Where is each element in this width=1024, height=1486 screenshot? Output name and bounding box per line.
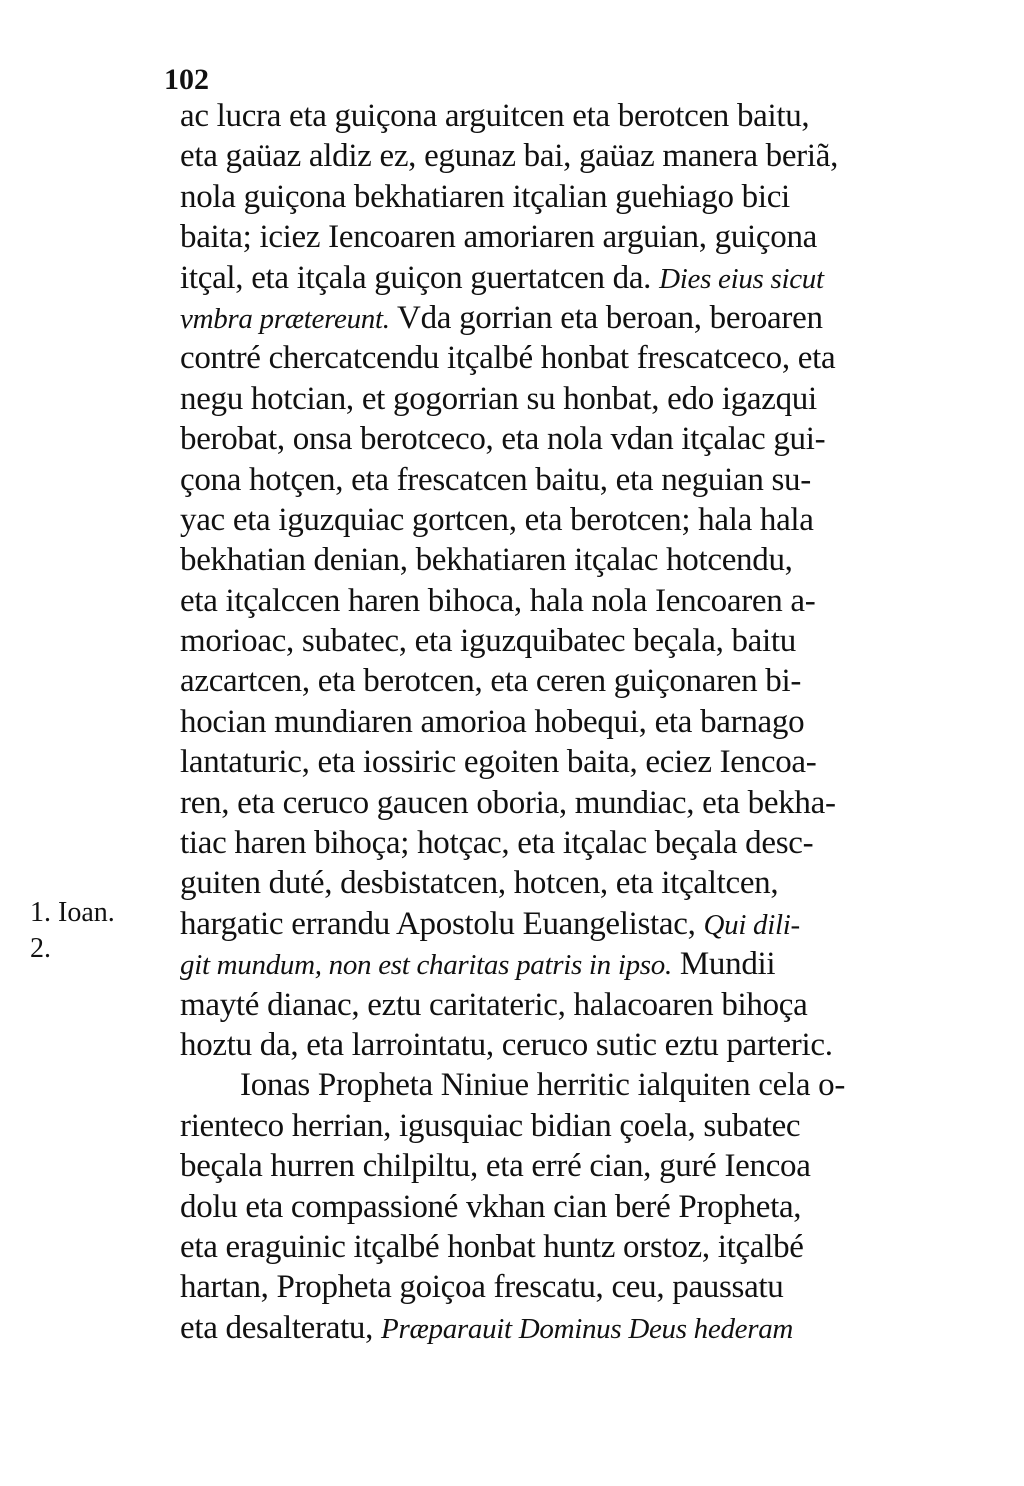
text-line [180, 783, 920, 823]
text-line [180, 500, 920, 540]
text-line-content: Ionas Propheta Niniue herritic ialquiten cela o- [240, 1067, 846, 1104]
text-line [180, 338, 920, 378]
text-line-content: çona hotçen, eta frescatcen baitu, eta neguian su- [180, 461, 811, 498]
text-line [180, 1227, 920, 1267]
text-line-content: rienteco herrian, igusquiac bidian çoela, subatec [180, 1107, 801, 1144]
text-line-content: dolu eta compassioné vkhan cian beré Propheta, [180, 1188, 802, 1225]
text-line-content: mayté dianac, eztu caritateric, halacoaren bihoça [180, 986, 808, 1023]
text-line-content: negu hotcian, et gogorrian su honbat, edo igazqui [180, 380, 817, 417]
latin-quotation: Dies eius sicut [659, 262, 824, 295]
text-line [180, 1267, 920, 1307]
latin-quotation: git mundum, non est charitas patris in ipso. [180, 949, 672, 982]
text-line [180, 258, 920, 298]
text-line-content: tiac haren bihoça; hotçac, eta itçalac beçala desc- [180, 825, 814, 862]
body-text [180, 96, 920, 1348]
text-line-tail: Vda gorrian eta beroan, beroaren [389, 299, 823, 336]
text-line-content: hoztu da, eta larrointatu, ceruco sutic eztu parteric. [180, 1026, 833, 1063]
text-line [180, 1146, 920, 1186]
latin-quotation: Præparauit Dominus Deus hederam [381, 1312, 794, 1345]
text-line [180, 540, 920, 580]
text-line [180, 863, 920, 903]
text-line [180, 379, 920, 419]
text-line [180, 1065, 920, 1105]
latin-quotation: Qui dili- [703, 908, 800, 941]
text-line-content: yac eta iguzquiac gortcen, eta berotcen; hala hala [180, 501, 814, 538]
text-line-content: guiten duté, desbistatcen, hotcen, eta itçaltcen, [180, 865, 779, 902]
text-line-content: eta desalteratu, [180, 1309, 382, 1346]
text-line [180, 217, 920, 257]
text-line-content: contré chercatcendu itçalbé honbat frescatceco, eta [180, 340, 836, 377]
text-line [180, 1308, 920, 1348]
text-line-content: eta eraguinic itçalbé honbat huntz orstoz, itçalbé [180, 1228, 804, 1265]
text-line-content: nola guiçona bekhatiaren itçalian guehiago bici [180, 178, 790, 215]
text-line [180, 702, 920, 742]
text-line-content: eta itçalccen haren bihoca, hala nola Iencoaren a- [180, 582, 816, 619]
text-line-content: hartan, Propheta goiçoa frescatu, ceu, paussatu [180, 1269, 784, 1306]
text-line-content: ren, eta ceruco gaucen oboria, mundiac, eta bekha- [180, 784, 836, 821]
text-line-content: hocian mundiaren amorioa hobequi, eta barnago [180, 703, 805, 740]
text-line [180, 177, 920, 217]
text-line-content: itçal, eta itçala guiçon guertatcen da. [180, 259, 660, 296]
page-number: 102 [164, 63, 209, 96]
text-line [180, 1025, 920, 1065]
text-line [180, 985, 920, 1025]
text-line-content: morioac, subatec, eta iguzquibatec beçala, baitu [180, 623, 796, 660]
text-line [180, 298, 920, 338]
text-line [180, 136, 920, 176]
text-line [180, 419, 920, 459]
text-line-content: ac lucra eta guiçona arguitcen eta berotcen baitu, [180, 98, 810, 134]
text-line [180, 823, 920, 863]
text-line [180, 1187, 920, 1227]
text-line [180, 460, 920, 500]
text-line [180, 944, 920, 984]
margin-reference-book: 1. Ioan. [30, 897, 115, 928]
text-line-content: azcartcen, eta berotcen, eta ceren guiçonaren bi- [180, 663, 802, 700]
text-line-content: eta gaüaz aldiz ez, egunaz bai, gaüaz manera beriã, [180, 138, 839, 175]
text-line-content: berobat, onsa berotceco, eta nola vdan itçalac gui- [180, 421, 826, 458]
latin-quotation: vmbra prætereunt. [180, 302, 390, 335]
text-line [180, 742, 920, 782]
text-line [180, 904, 920, 944]
text-line-content: lantaturic, eta iossiric egoiten baita, eciez Iencoa- [180, 744, 817, 781]
text-line-content: bekhatian denian, bekhatiaren itçalac hotcendu, [180, 542, 793, 579]
text-line-tail: Mundii [671, 946, 776, 983]
margin-reference-chapter: 2. [30, 933, 51, 964]
text-line [180, 581, 920, 621]
text-line-content: beçala hurren chilpiltu, eta erré cian, guré Iencoa [180, 1148, 811, 1185]
text-line [180, 661, 920, 701]
text-line [180, 621, 920, 661]
text-line-content: hargatic errandu Apostolu Euangelistac, [180, 905, 704, 942]
text-line [180, 1106, 920, 1146]
text-line [180, 96, 920, 136]
text-line-content: baita; iciez Iencoaren amoriaren arguian, guiçona [180, 219, 818, 256]
